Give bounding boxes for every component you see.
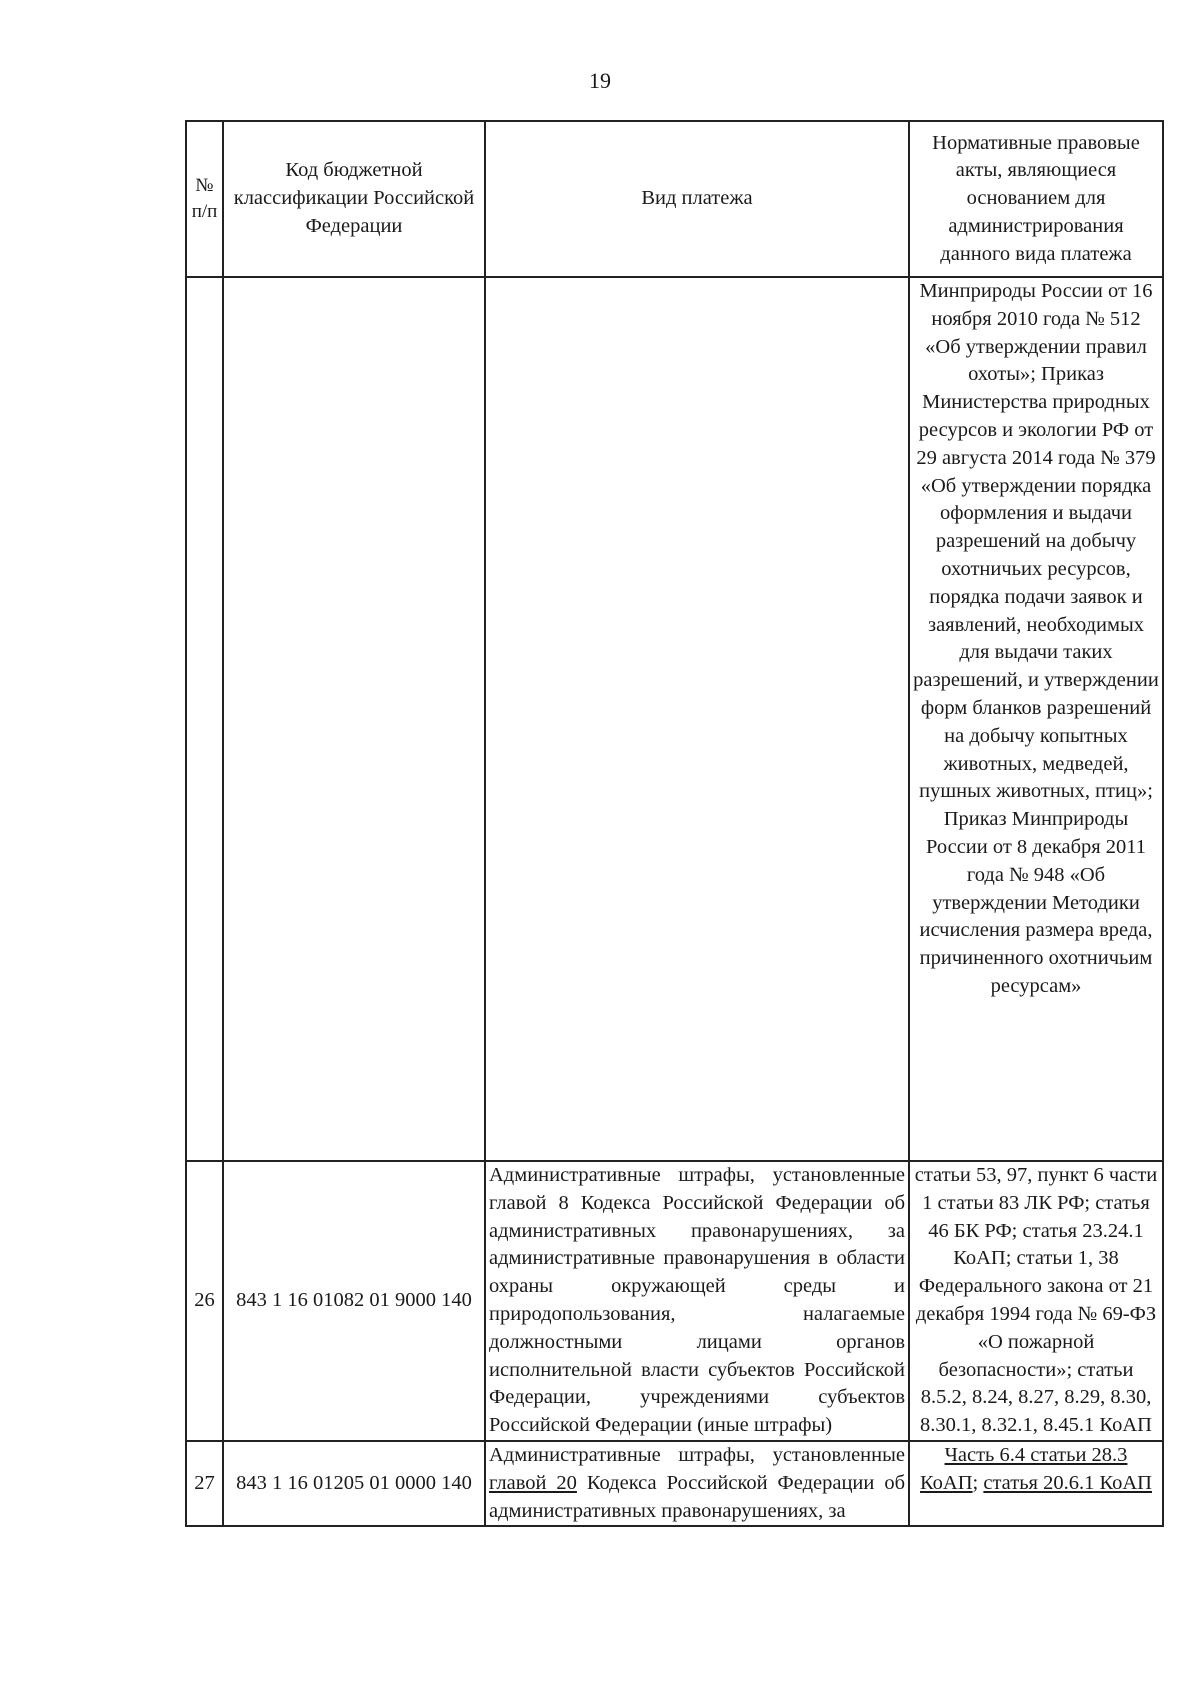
- payment-type-text: Административные штрафы, установленные главой 8 Кодекса Российской Федерации об административных правонарушениях, за административные правонарушения в области охраны окружающей среды и природопользования, налагаемые должностными лицами органов исполнительной власти субъектов Российской Федерации, учреждениями субъектов Российской Федерации (иные штрафы): [489, 1164, 905, 1437]
- header-number: № п/п: [186, 121, 223, 277]
- payment-type-text-before: Административные штрафы, установленные: [489, 1443, 905, 1466]
- table-row-continuation: [186, 277, 1163, 1161]
- header-legal-acts: Нормативные правовые акты, являющиеся основанием для администрирования данного вида платежа: [909, 121, 1163, 277]
- legal-act-separator: ;: [972, 1471, 984, 1494]
- header-budget-code: Код бюджетной классификации Российской Федерации: [223, 121, 485, 277]
- table-header-row: [186, 121, 1163, 277]
- cell-budget-code: 843 1 16 01205 01 0000 140: [223, 1441, 485, 1526]
- cell-legal-acts: статьи 53, 97, пункт 6 части 1 статьи 83 ЛК РФ; статья 46 БК РФ; статья 23.24.1 КоАП; статьи 1, 38 Федерального закона от 21 декабря 1994 года № 69-ФЗ «О пожарной безопасности»; статьи 8.5.2, 8.24, 8.27, 8.29, 8.30, 8.30.1, 8.32.1, 8.45.1 КоАП: [909, 1161, 1163, 1441]
- cell-number: 27: [186, 1441, 223, 1526]
- cell-legal-acts: [909, 1441, 1163, 1526]
- legal-act-link[interactable]: статья 20.6.1 КоАП: [983, 1471, 1152, 1494]
- cell-budget-code: [223, 277, 485, 1161]
- cell-payment-type: [485, 277, 909, 1161]
- budget-classification-table: [185, 120, 1164, 1527]
- table-row: [186, 1441, 1163, 1526]
- header-payment-type: Вид платежа: [485, 121, 909, 277]
- payment-type-text-after: Кодекса Российской Федерации об административных правонарушениях, за: [489, 1471, 905, 1522]
- cell-payment-type: [485, 1441, 909, 1526]
- chapter-link[interactable]: главой 20: [489, 1471, 577, 1494]
- cell-number: [186, 277, 223, 1161]
- cell-legal-acts: Минприроды России от 16 ноября 2010 года № 512 «Об утверждении правил охоты»; Приказ Министерства природных ресурсов и экологии РФ от 29 августа 2014 года № 379 «Об утверждении порядка оформления и выдачи разрешений на добычу охотничьих ресурсов, порядка подачи заявок и заявлений, необходимых для выдачи таких разрешений, и утверждении форм бланков разрешений на добычу копытных животных, медведей, пушных животных, птиц»; Приказ Минприроды России от 8 декабря 2011 года № 948 «Об утверждении Методики исчисления размера вреда, причиненного охотничьим ресурсам»: [909, 277, 1163, 1161]
- cell-payment-type: [485, 1161, 909, 1441]
- table-row: [186, 1161, 1163, 1441]
- cell-budget-code: 843 1 16 01082 01 9000 140: [223, 1161, 485, 1441]
- legal-act-link[interactable]: Часть 6.4 статьи 28.3 КоАП: [920, 1443, 1128, 1494]
- page-number: 19: [589, 68, 611, 93]
- cell-number: 26: [186, 1161, 223, 1441]
- payment-type-text: [489, 1442, 905, 1525]
